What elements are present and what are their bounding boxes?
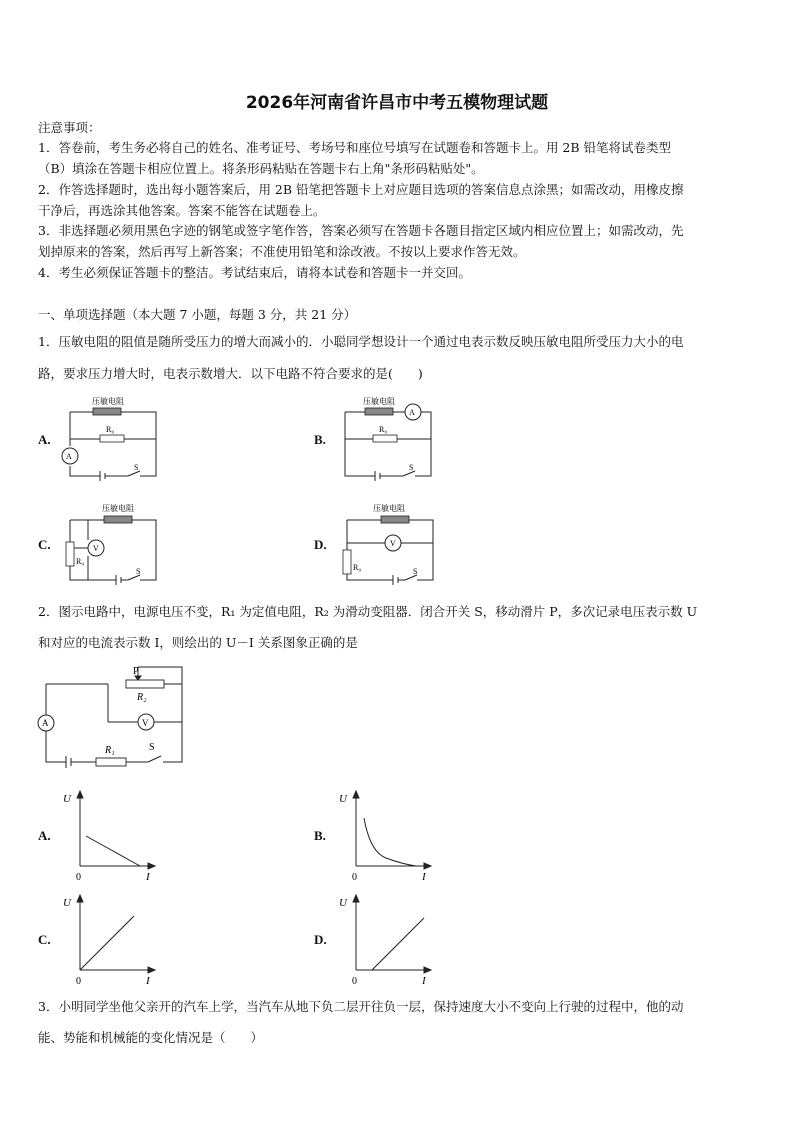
q1-text-2: 路，要求压力增大时，电表示数增大．以下电路不符合要求的是( )	[38, 366, 423, 381]
q1-circuit-a	[60, 394, 165, 484]
q2-option-b[interactable]: B.	[314, 828, 326, 843]
q1-option-c[interactable]: C.	[38, 537, 51, 552]
section-heading: 一、单项选择题（本大题 7 小题，每题 3 分，共 21 分）	[38, 307, 357, 322]
q1-text-1: 1．压敏电阻的阻值是随所受压力的增大而减小的．小聪同学想设计一个通过电表示数反映压敏电阻所受压力大小的电	[38, 334, 684, 349]
q2-voltmeter-label: V	[142, 718, 149, 728]
q2a-i-label: I	[146, 871, 150, 883]
q1c-r0-label: R₀	[76, 557, 85, 566]
q2-text-1: 2．图示电路中，电源电压不变，R₁ 为定值电阻，R₂ 为滑动变阻器．闭合开关 S，移动滑片 P，多次记录电压表示数 U	[38, 604, 698, 619]
q2-graph-c	[60, 892, 160, 987]
q1-circuit-d	[337, 498, 442, 590]
q2a-origin: 0	[76, 872, 81, 883]
q1d-pressure-label: 压敏电阻	[373, 504, 405, 513]
q2-graph-a	[60, 788, 160, 883]
q2-text-2: 和对应的电流表示数 I，则绘出的 U－I 关系图象正确的是	[38, 635, 358, 650]
notice-line-2: （B）填涂在答题卡相应位置上。将条形码粘贴在答题卡右上角"条形码粘贴处"。	[38, 161, 484, 176]
q2b-i-label: I	[422, 871, 426, 883]
q1-circuit-b	[335, 394, 440, 484]
q1d-r0-label: R₀	[353, 563, 362, 572]
q2c-origin: 0	[76, 976, 81, 987]
q1b-switch-label: S	[409, 463, 414, 472]
q2-graph-b	[336, 788, 436, 883]
q1-option-a[interactable]: A.	[38, 432, 51, 447]
q2c-u-label: U	[63, 897, 71, 909]
q2-r1-label: R₁	[105, 745, 115, 756]
q2d-u-label: U	[339, 897, 347, 909]
q1b-ammeter-label: A	[409, 408, 415, 417]
q1a-ammeter-label: A	[66, 452, 72, 461]
q1c-switch-label: S	[136, 567, 141, 576]
page-title: 2026年河南省许昌市中考五模物理试题	[245, 93, 549, 113]
q1-option-d[interactable]: D.	[314, 537, 327, 552]
q2-option-a[interactable]: A.	[38, 828, 51, 843]
q1c-pressure-label: 压敏电阻	[102, 504, 134, 513]
q2c-i-label: I	[146, 975, 150, 987]
q1b-pressure-label: 压敏电阻	[363, 397, 395, 406]
q1b-r0-label: R₀	[379, 425, 388, 434]
q2a-u-label: U	[63, 793, 71, 805]
q2b-u-label: U	[339, 793, 347, 805]
notice-line-4: 干净后，再选涂其他答案。答案不能答在试题卷上。	[38, 203, 326, 218]
q1a-switch-label: S	[134, 463, 139, 472]
q2-s-label: S	[149, 742, 155, 753]
notice-line-3: 2．作答选择题时，选出每小题答案后，用 2B 铅笔把答题卡上对应题目选项的答案信息点涂黑；如需改动，用橡皮擦	[38, 182, 684, 197]
q3-text-1: 3．小明同学坐他父亲开的汽车上学，当汽车从地下负二层开往负一层，保持速度大小不变向上行驶的过程中，他的动	[38, 999, 684, 1014]
q3-text-2: 能、势能和机械能的变化情况是（ ）	[38, 1030, 264, 1045]
notice-line-7: 4．考生必须保证答题卡的整洁。考试结束后，请将本试卷和答题卡一并交回。	[38, 265, 471, 280]
q2-ammeter-label: A	[42, 718, 49, 728]
q1c-voltmeter-label: V	[93, 544, 99, 553]
q1d-switch-label: S	[413, 567, 418, 576]
notice-line-1: 1．答卷前，考生务必将自己的姓名、准考证号、考场号和座位号填写在试题卷和答题卡上。用 2B 铅笔将试卷类型	[38, 140, 672, 155]
q2b-origin: 0	[352, 872, 357, 883]
q1d-voltmeter-label: V	[390, 539, 396, 548]
notice-line-6: 划掉原来的答案，然后再写上新答案；不准使用铅笔和涂改液。不按以上要求作答无效。	[38, 244, 526, 259]
q1-option-b[interactable]: B.	[314, 432, 326, 447]
q2-p-label: P	[133, 666, 139, 677]
q2-circuit	[38, 662, 188, 774]
notice-line-5: 3．非选择题必须用黑色字迹的钢笔或签字笔作答，答案必须写在答题卡各题目指定区域内相应位置上；如需改动，先	[38, 223, 684, 238]
q2-option-d[interactable]: D.	[314, 932, 327, 947]
q1a-pressure-label: 压敏电阻	[92, 397, 124, 406]
q2-option-c[interactable]: C.	[38, 932, 51, 947]
q2d-origin: 0	[352, 976, 357, 987]
q1a-r0-label: R₀	[106, 425, 115, 434]
q2-r2-label: R₂	[137, 692, 147, 703]
q2-graph-d	[336, 892, 436, 987]
q2d-i-label: I	[422, 975, 426, 987]
notice-heading: 注意事项：	[38, 120, 101, 135]
q1-circuit-c	[60, 498, 165, 590]
